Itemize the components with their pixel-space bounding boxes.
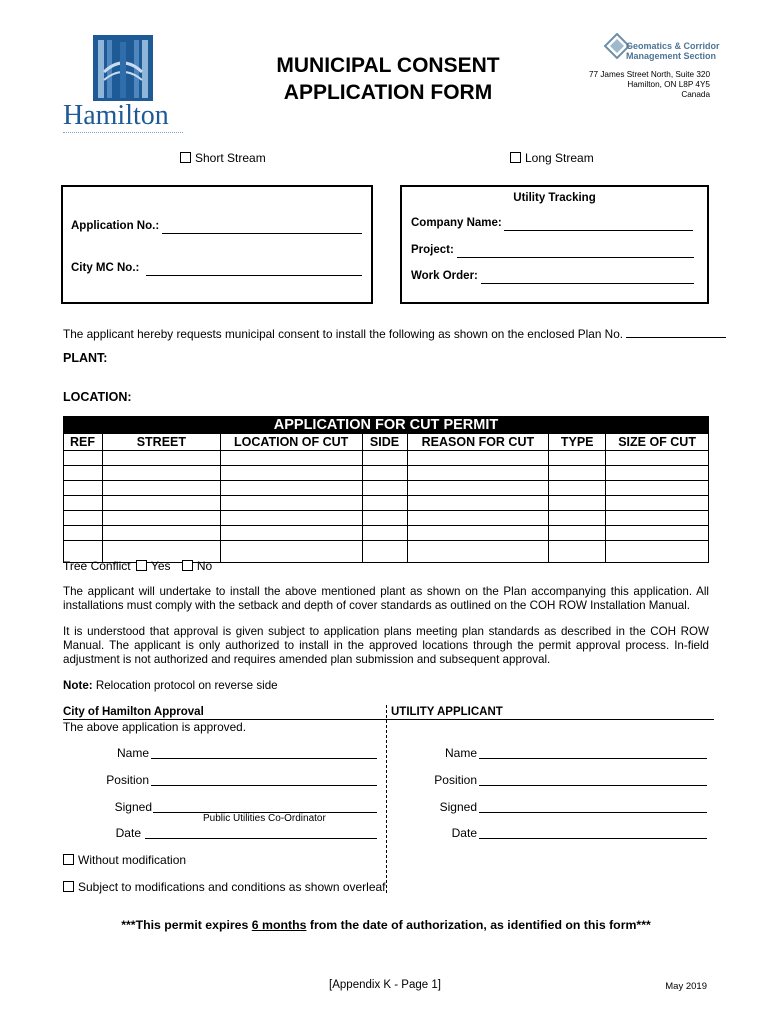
location-label: LOCATION:	[63, 390, 132, 404]
table-cell[interactable]	[102, 496, 220, 511]
table-row	[64, 496, 709, 511]
without-modification-option[interactable]: Without modification	[63, 853, 186, 867]
utility-applicant-title: UTILITY APPLICANT	[391, 706, 503, 718]
table-cell[interactable]	[102, 511, 220, 526]
application-info-box	[61, 185, 373, 304]
approval-conditions-paragraph: It is understood that approval is given subject to application plans meeting plan standards as described in the COH ROW Manual. The applicant is only authorized to install in the approved locations through the permit approval process. In-field adjustment is not authorized and requires amended plan submission and subsequent approval.	[63, 625, 709, 666]
table-cell[interactable]	[64, 496, 103, 511]
city-date-row: Date	[63, 826, 383, 842]
request-statement: The applicant hereby requests municipal consent to install the following as shown on the enclosed Plan No.	[63, 326, 726, 341]
tree-conflict-yes-checkbox[interactable]	[136, 560, 147, 571]
table-cell[interactable]	[407, 526, 549, 541]
address-block: 77 James Street North, Suite 320 Hamilton, ON L8P 4Y5 Canada	[588, 70, 710, 99]
plan-no-field[interactable]	[626, 326, 726, 338]
utility-name-row: Name	[391, 746, 711, 762]
city-position-row: Position	[63, 773, 383, 789]
table-cell[interactable]	[220, 466, 362, 481]
table-cell[interactable]	[407, 541, 549, 563]
table-cell[interactable]	[407, 451, 549, 466]
undertaking-paragraph: The applicant will undertake to install the above mentioned plant as shown on the Plan accompanying this application. All installations must comply with the setback and depth of cover standards as outlined on the COH ROW Installation Manual.	[63, 585, 709, 612]
col-size-of-cut: SIZE OF CUT	[606, 434, 709, 451]
tree-conflict-no-checkbox[interactable]	[182, 560, 193, 571]
utility-position-row: Position	[391, 773, 711, 789]
city-name-field[interactable]	[151, 746, 377, 759]
hamilton-logo	[60, 32, 186, 134]
table-cell[interactable]	[606, 481, 709, 496]
utility-name-field[interactable]	[479, 746, 707, 759]
table-cell[interactable]	[606, 511, 709, 526]
utility-position-field[interactable]	[479, 773, 707, 786]
col-ref: REF	[64, 434, 103, 451]
subject-to-modifications-option[interactable]: Subject to modifications and conditions as shown overleaf	[63, 880, 386, 894]
table-cell[interactable]	[220, 481, 362, 496]
table-row	[64, 451, 709, 466]
utility-signed-field[interactable]	[479, 800, 707, 813]
cut-permit-table	[63, 433, 709, 563]
col-type: TYPE	[549, 434, 606, 451]
city-approval-title: City of Hamilton Approval	[63, 706, 204, 718]
city-position-field[interactable]	[151, 773, 377, 786]
expiry-notice: ***This permit expires 6 months from the date of authorization, as identified on this form***	[121, 918, 651, 932]
table-header-row	[64, 434, 709, 451]
table-cell[interactable]	[549, 526, 606, 541]
table-cell[interactable]	[606, 541, 709, 563]
hamilton-logo-mark-icon	[60, 32, 186, 104]
company-name-field[interactable]	[504, 217, 693, 231]
short-stream-option[interactable]: Short Stream	[180, 151, 266, 165]
table-cell[interactable]	[549, 496, 606, 511]
project-label: Project:	[411, 244, 454, 256]
table-cell[interactable]	[407, 496, 549, 511]
table-cell[interactable]	[64, 451, 103, 466]
table-row	[64, 511, 709, 526]
utility-signed-row: Signed	[391, 800, 711, 816]
table-cell[interactable]	[362, 451, 407, 466]
utility-date-row: Date	[391, 826, 711, 842]
col-street: STREET	[102, 434, 220, 451]
table-cell[interactable]	[362, 511, 407, 526]
coordinator-label: Public Utilities Co-Ordinator	[203, 813, 326, 824]
vertical-divider	[386, 705, 387, 893]
table-cell[interactable]	[64, 466, 103, 481]
note-line: Note: Relocation protocol on reverse side	[63, 679, 278, 692]
city-signed-row: Signed	[63, 800, 383, 816]
table-cell[interactable]	[606, 451, 709, 466]
table-cell[interactable]	[362, 496, 407, 511]
col-side: SIDE	[362, 434, 407, 451]
table-cell[interactable]	[606, 466, 709, 481]
long-stream-checkbox[interactable]	[510, 152, 521, 163]
application-no-label: Application No.:	[71, 220, 160, 232]
geomatics-logo: Geomatics & Corridor Management Section	[604, 33, 714, 67]
table-cell[interactable]	[220, 496, 362, 511]
table-cell[interactable]	[220, 541, 362, 563]
tree-conflict-row: Tree Conflict Yes No	[63, 559, 213, 573]
page-indicator: [Appendix K - Page 1]	[329, 979, 441, 991]
table-cell[interactable]	[102, 451, 220, 466]
city-approval-subtitle: The above application is approved.	[63, 720, 246, 734]
table-cell[interactable]	[407, 511, 549, 526]
table-cell[interactable]	[606, 526, 709, 541]
work-order-label: Work Order:	[411, 270, 478, 282]
city-signed-field[interactable]	[153, 800, 377, 813]
form-title: MUNICIPAL CONSENT APPLICATION FORM	[276, 54, 500, 104]
table-cell[interactable]	[407, 466, 549, 481]
table-cell[interactable]	[362, 466, 407, 481]
table-cell[interactable]	[102, 526, 220, 541]
table-cell[interactable]	[549, 466, 606, 481]
plant-label: PLANT:	[63, 351, 108, 365]
utility-tracking-box	[400, 185, 709, 304]
table-cell[interactable]	[102, 466, 220, 481]
table-cell[interactable]	[407, 481, 549, 496]
city-date-field[interactable]	[145, 826, 377, 839]
table-cell[interactable]	[362, 526, 407, 541]
subject-to-modifications-checkbox[interactable]	[63, 881, 74, 892]
hamilton-wordmark: Hamilton	[63, 100, 169, 131]
col-reason-for-cut: REASON FOR CUT	[407, 434, 549, 451]
table-cell[interactable]	[362, 541, 407, 563]
short-stream-checkbox[interactable]	[180, 152, 191, 163]
table-cell[interactable]	[362, 481, 407, 496]
table-cell[interactable]	[64, 481, 103, 496]
table-cell[interactable]	[549, 481, 606, 496]
utility-date-field[interactable]	[479, 826, 707, 839]
table-cell[interactable]	[606, 496, 709, 511]
table-cell[interactable]	[220, 511, 362, 526]
city-mc-field[interactable]	[146, 262, 362, 276]
table-cell[interactable]	[220, 451, 362, 466]
without-modification-checkbox[interactable]	[63, 854, 74, 865]
table-row	[64, 466, 709, 481]
col-location-of-cut: LOCATION OF CUT	[220, 434, 362, 451]
table-cell[interactable]	[549, 511, 606, 526]
table-row	[64, 481, 709, 496]
company-name-label: Company Name:	[411, 217, 502, 229]
table-cell[interactable]	[102, 481, 220, 496]
table-cell[interactable]	[220, 526, 362, 541]
utility-tracking-title: Utility Tracking	[513, 192, 596, 204]
city-mc-label: City MC No.:	[71, 262, 140, 274]
table-cell[interactable]	[64, 511, 103, 526]
table-cell[interactable]	[549, 451, 606, 466]
revision-date: May 2019	[665, 981, 707, 992]
table-row	[64, 526, 709, 541]
table-cell[interactable]	[64, 526, 103, 541]
city-name-row: Name	[63, 746, 383, 762]
work-order-field[interactable]	[481, 270, 694, 284]
cut-permit-title: APPLICATION FOR CUT PERMIT	[63, 416, 709, 434]
project-field[interactable]	[457, 244, 694, 258]
table-cell[interactable]	[549, 541, 606, 563]
long-stream-option[interactable]: Long Stream	[510, 151, 594, 165]
application-no-field[interactable]	[162, 220, 362, 234]
